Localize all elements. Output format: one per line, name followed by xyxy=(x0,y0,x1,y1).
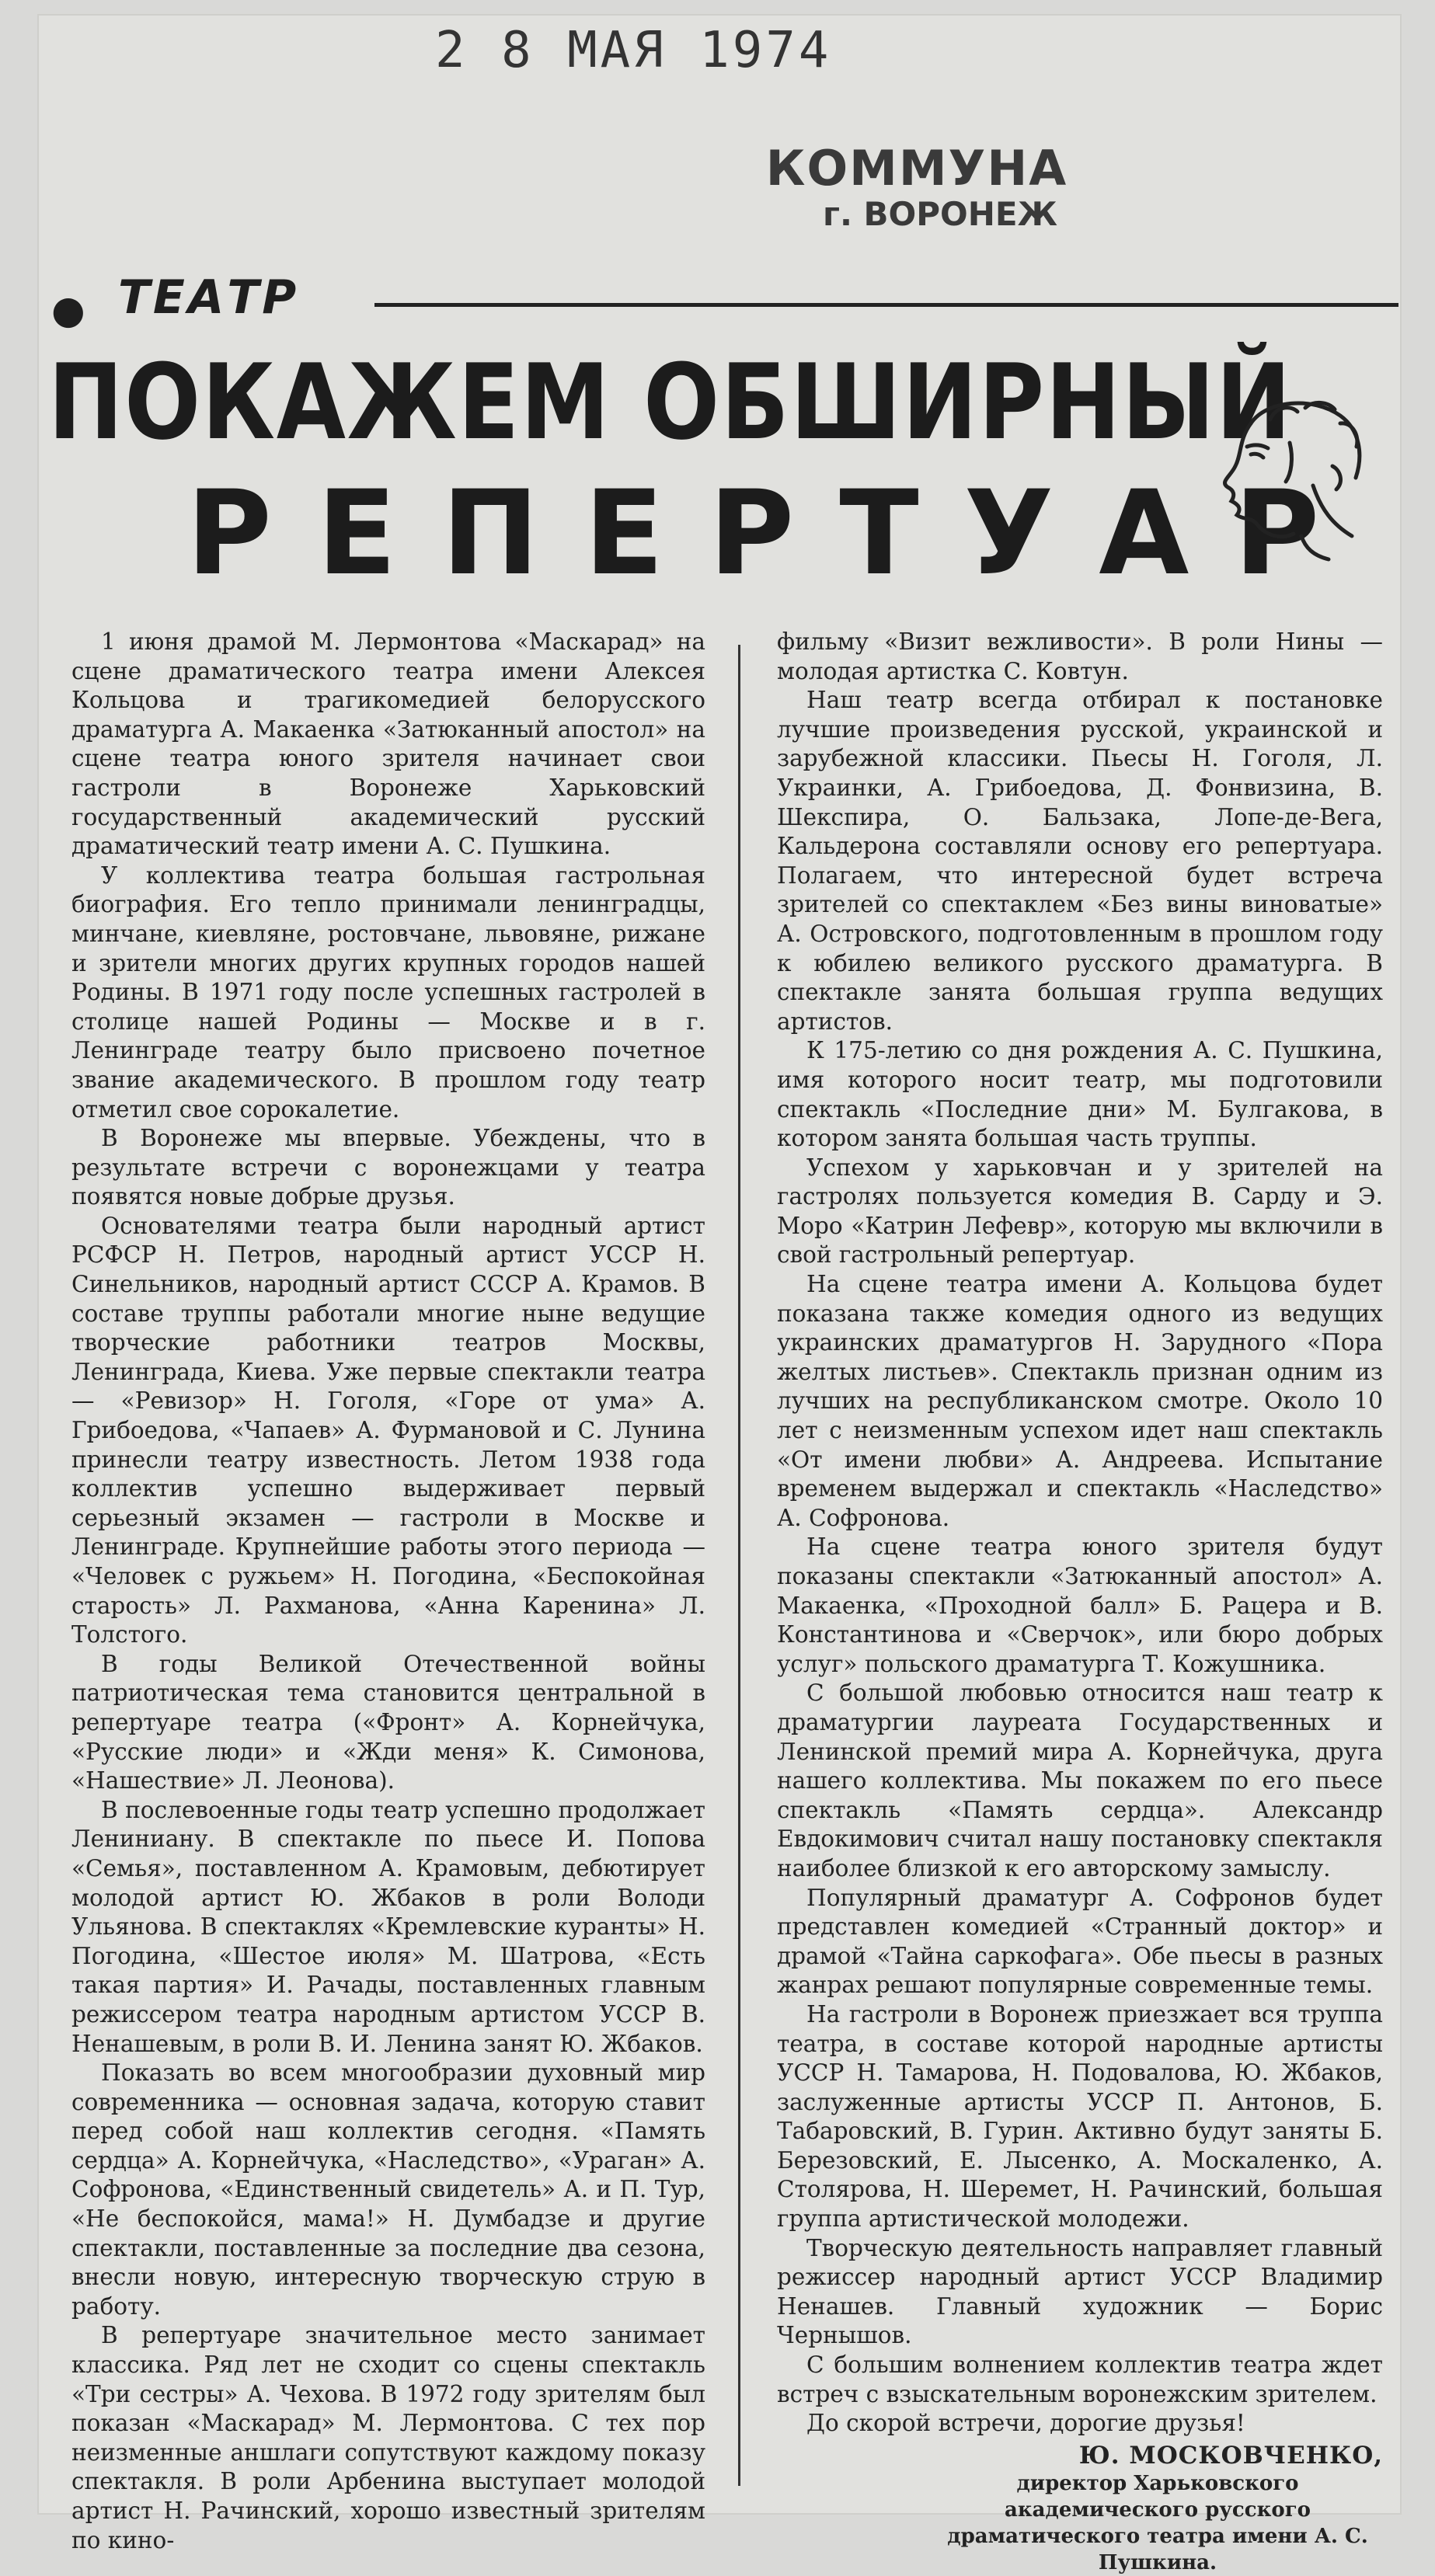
headline-line-1: ПОКАЖЕМ ОБШИРНЫЙ xyxy=(48,342,1293,463)
date-stamp: 2 8 МАЯ 1974 xyxy=(435,22,832,79)
paragraph: У коллектива театра большая гастрольная биография. Его тепло принимали ленинградцы, минчане, киевляне, ростовчане, львовяне, рижане и зрители многих других крупных городов нашей Родины. В 1971 году после успешных гастролей в столице нашей Родины — Москве и в г. Ленинграде театру было присвоено почетное звание академического. В прошлом году театр отметил свое сорокалетие. xyxy=(71,862,705,1123)
newspaper-city: г. ВОРОНЕЖ xyxy=(823,195,1057,233)
article-column-2 xyxy=(777,628,1383,2576)
paragraph: Наш театр всегда отбирал к постановке лучшие произведения русской, украинской и зарубежной классики. Пьесы Н. Гоголя, Л. Украинки, А. Грибоедова, Д. Фонвизина, В. Шекспира, О. Бальзака, Лопе-де-Вега, Кальдерона составляли основу его репертуара. Полагаем, что интересной будет встреча зрителей со спектаклем «Без вины виноватые» А. Островского, подготовленным в прошлом году к юбилею великого русского драматурга. В спектакле занята большая группа ведущих артистов. xyxy=(777,687,1383,1035)
paragraph: В репертуаре значительное место занимает классика. Ряд лет не сходит со сцены спектакль «Три сестры» А. Чехова. В 1972 году зрителям был показан «Маскарад» М. Лермонтова. С тех пор неизменные аншлаги сопутствуют каждому показу спектакля. В роли Арбенина выступает молодой артист Н. Рачинский, хорошо известный зрителям по кино- xyxy=(71,2322,705,2553)
pushkin-portrait-icon xyxy=(1196,392,1383,571)
rubric-bar xyxy=(48,270,1398,332)
paragraph: Творческую деятельность направляет главный режиссер народный артист УССР Владимир Ненашев. Главный художник — Борис Чернышов. xyxy=(777,2234,1383,2349)
paragraph: В послевоенные годы театр успешно продолжает Лениниану. В спектакле по пьесе И. Попова «Семья», поставленном А. Крамовым, дебютирует молодой артист Ю. Жбаков в роли Володи Ульянова. В спектаклях «Кремлевские куранты» Н. Погодина, «Шестое июля» М. Шатрова, «Есть такая партия» И. Рачады, поставленных главным режиссером театра народным артистом УССР В. Ненашевым, в роли В. И. Ленина занят Ю. Жбаков. xyxy=(71,1796,705,2057)
headline-line-2: РЕПЕРТУАР xyxy=(186,466,1365,601)
paragraph: Популярный драматург А. Софронов будет представлен комедией «Странный доктор» и драмой «Тайна саркофага». Обе пьесы в разных жанрах решают популярные современные темы. xyxy=(777,1884,1383,1999)
paragraph: На сцене театра юного зрителя будут показаны спектакли «Затюканный апостол» А. Макаенка, «Проходной балл» Б. Рацера и В. Константинова и «Сверчок», или бюро добрых услуг» польского драматурга Т. Кожушника. xyxy=(777,1533,1383,1677)
column-divider xyxy=(738,645,740,2486)
paragraph: Основателями театра были народный артист РСФСР Н. Петров, народный артист УССР Н. Синельников, народный артист СССР А. Крамов. В составе труппы работали многие ныне ведущие творческие работники театров Москвы, Ленинграда, Киева. Уже первые спектакли театра — «Ревизор» Н. Гоголя, «Горе от ума» А. Грибоедова, «Чапаев» А. Фурмановой и С. Лунина принесли театру известность. Летом 1938 года коллектив успешно выдерживает первый серьезный экзамен — гастроли в Москве и Ленинграде. Крупнейшие работы этого периода — «Человек с ружьем» Н. Погодина, «Беспокойная старость» Л. Рахманова, «Анна Каренина» Л. Толстого. xyxy=(71,1212,705,1648)
paragraph: В Воронеже мы впервые. Убеждены, что в результате встречи с воронежцами у театра появятся новые добрые друзья. xyxy=(71,1125,705,1210)
signature xyxy=(777,2442,1383,2576)
paragraph: На гастроли в Воронеж приезжает вся труппа театра, в составе которой народные артисты УССР Н. Тамарова, Н. Подовалова, Ю. Жбаков, заслуженные артисты УССР П. Антонов, Б. Табаровский, В. Гурин. Активно будут заняты Б. Березовский, Е. Лысенко, А. Москаленко, А. Столярова, Н. Шеремет, Н. Рачинский, большая группа артистической молодежи. xyxy=(777,2000,1383,2233)
paragraph: В годы Великой Отечественной войны патриотическая тема становится центральной в репертуаре театра («Фронт» А. Корнейчука, «Русские люди» и «Жди меня» К. Симонова, «Нашествие» Л. Леонова). xyxy=(71,1650,705,1794)
rubric-label: ТЕАТР xyxy=(118,270,300,325)
paragraph: До скорой встречи, дорогие друзья! xyxy=(806,2410,1245,2437)
newspaper-name: КОММУНА xyxy=(765,140,1068,197)
rubric-rule xyxy=(374,303,1398,307)
paragraph: С большой любовью относится наш театр к драматургии лауреата Государственных и Ленинской премий мира А. Корнейчука, друга нашего коллектива. Мы покажем по его пьесе спектакль «Память сердца». Александр Евдокимович считал нашу постановку спектакля наиболее близкой к его авторскому замыслу. xyxy=(777,1680,1383,1882)
signature-title: директор Харьковского академического русского драматического театра имени А. С. Пушкина. xyxy=(947,2472,1368,2575)
paragraph: К 175-летию со дня рождения А. С. Пушкина, имя которого носит театр, мы подготовили спектакль «Последние дни» М. Булгакова, в котором занята большая часть труппы. xyxy=(777,1037,1383,1152)
paragraph: На сцене театра имени А. Кольцова будет показана также комедия одного из ведущих украинских драматургов Н. Зарудного «Пора желтых листьев». Спектакль признан одним из лучших на республиканском смотре. Около 10 лет с неизменным успехом идет наш спектакль «От имени любви» А. Андреева. Испытание временем выдержал и спектакль «Наследство» А. Софронова. xyxy=(777,1271,1383,1531)
article-column-1 xyxy=(71,628,705,2555)
newspaper-masthead xyxy=(699,140,1134,233)
paragraph: фильму «Визит вежливости». В роли Нины — молодая артистка С. Ковтун. xyxy=(777,628,1383,684)
paragraph: Успехом у харьковчан и у зрителей на гастролях пользуется комедия В. Сарду и Э. Моро «Катрин Лефевр», которую мы включили в свой гастрольный репертуар. xyxy=(777,1154,1383,1269)
paragraph: С большим волнением коллектив театра ждет встреч с взыскательным воронежским зрителем. xyxy=(777,2351,1383,2407)
paragraph: Показать во всем многообразии духовный мир современника — основная задача, которую ставит перед собой наш коллектив сегодня. «Память сердца» А. Корнейчука, «Наследство», «Ураган» А. Софронова, «Единственный свидетель» А. и П. Тур, «Не беспокойся, мама!» Н. Думбадзе и другие спектакли, поставленные за последние два сезона, внесли новую, интересную творческую струю в работу. xyxy=(71,2059,705,2320)
signature-name: Ю. МОСКОВЧЕНКО, xyxy=(1078,2441,1383,2470)
bullet-icon: ● xyxy=(51,287,85,332)
paragraph: 1 июня драмой М. Лермонтова «Маскарад» на сцене драматического театра имени Алексея Кольцова и трагикомедией белорусского драматурга А. Макаенка «Затюканный апостол» на сцене театра юного зрителя начинает свои гастроли в Воронеже Харьковский государственный академический русский драматический театр имени А. С. Пушкина. xyxy=(71,628,705,860)
